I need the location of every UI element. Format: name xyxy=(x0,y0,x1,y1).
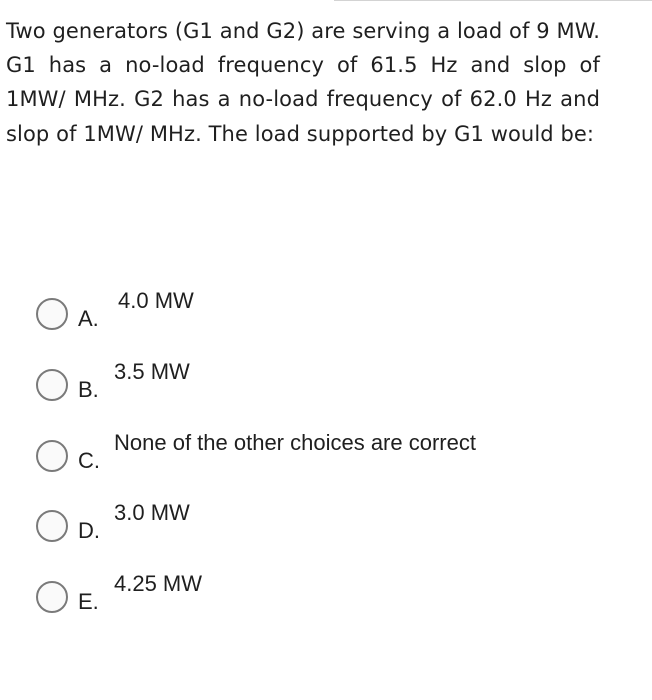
choice-text: 4.0 MW xyxy=(118,288,194,313)
choice-letter: E. xyxy=(78,589,99,614)
radio-unselected-icon[interactable] xyxy=(36,581,68,613)
choice-letter: A. xyxy=(78,306,99,331)
radio-unselected-icon[interactable] xyxy=(36,369,68,401)
question-text: Two generators (G1 and G2) are serving a load of 9 MW. G1 has a no-load frequency of 61.5 Hz and slop of 1MW/ MHz. G2 has a no-load frequency of 62.0 Hz and slop of 1MW/ MHz. The load supported by G1 would be: xyxy=(6,19,600,146)
choice-text: 4.25 MW xyxy=(114,571,203,596)
radio-unselected-icon[interactable] xyxy=(36,298,68,330)
choice-letter: B. xyxy=(78,377,99,402)
choice-text: 3.5 MW xyxy=(114,359,190,384)
radio-unselected-icon[interactable] xyxy=(36,510,68,542)
choice-text: 3.0 MW xyxy=(114,500,190,525)
radio-unselected-icon[interactable] xyxy=(36,440,68,472)
choice-letter: C. xyxy=(78,448,100,473)
choice-text: None of the other choices are correct xyxy=(114,430,476,455)
choice-letter: D. xyxy=(78,518,100,543)
